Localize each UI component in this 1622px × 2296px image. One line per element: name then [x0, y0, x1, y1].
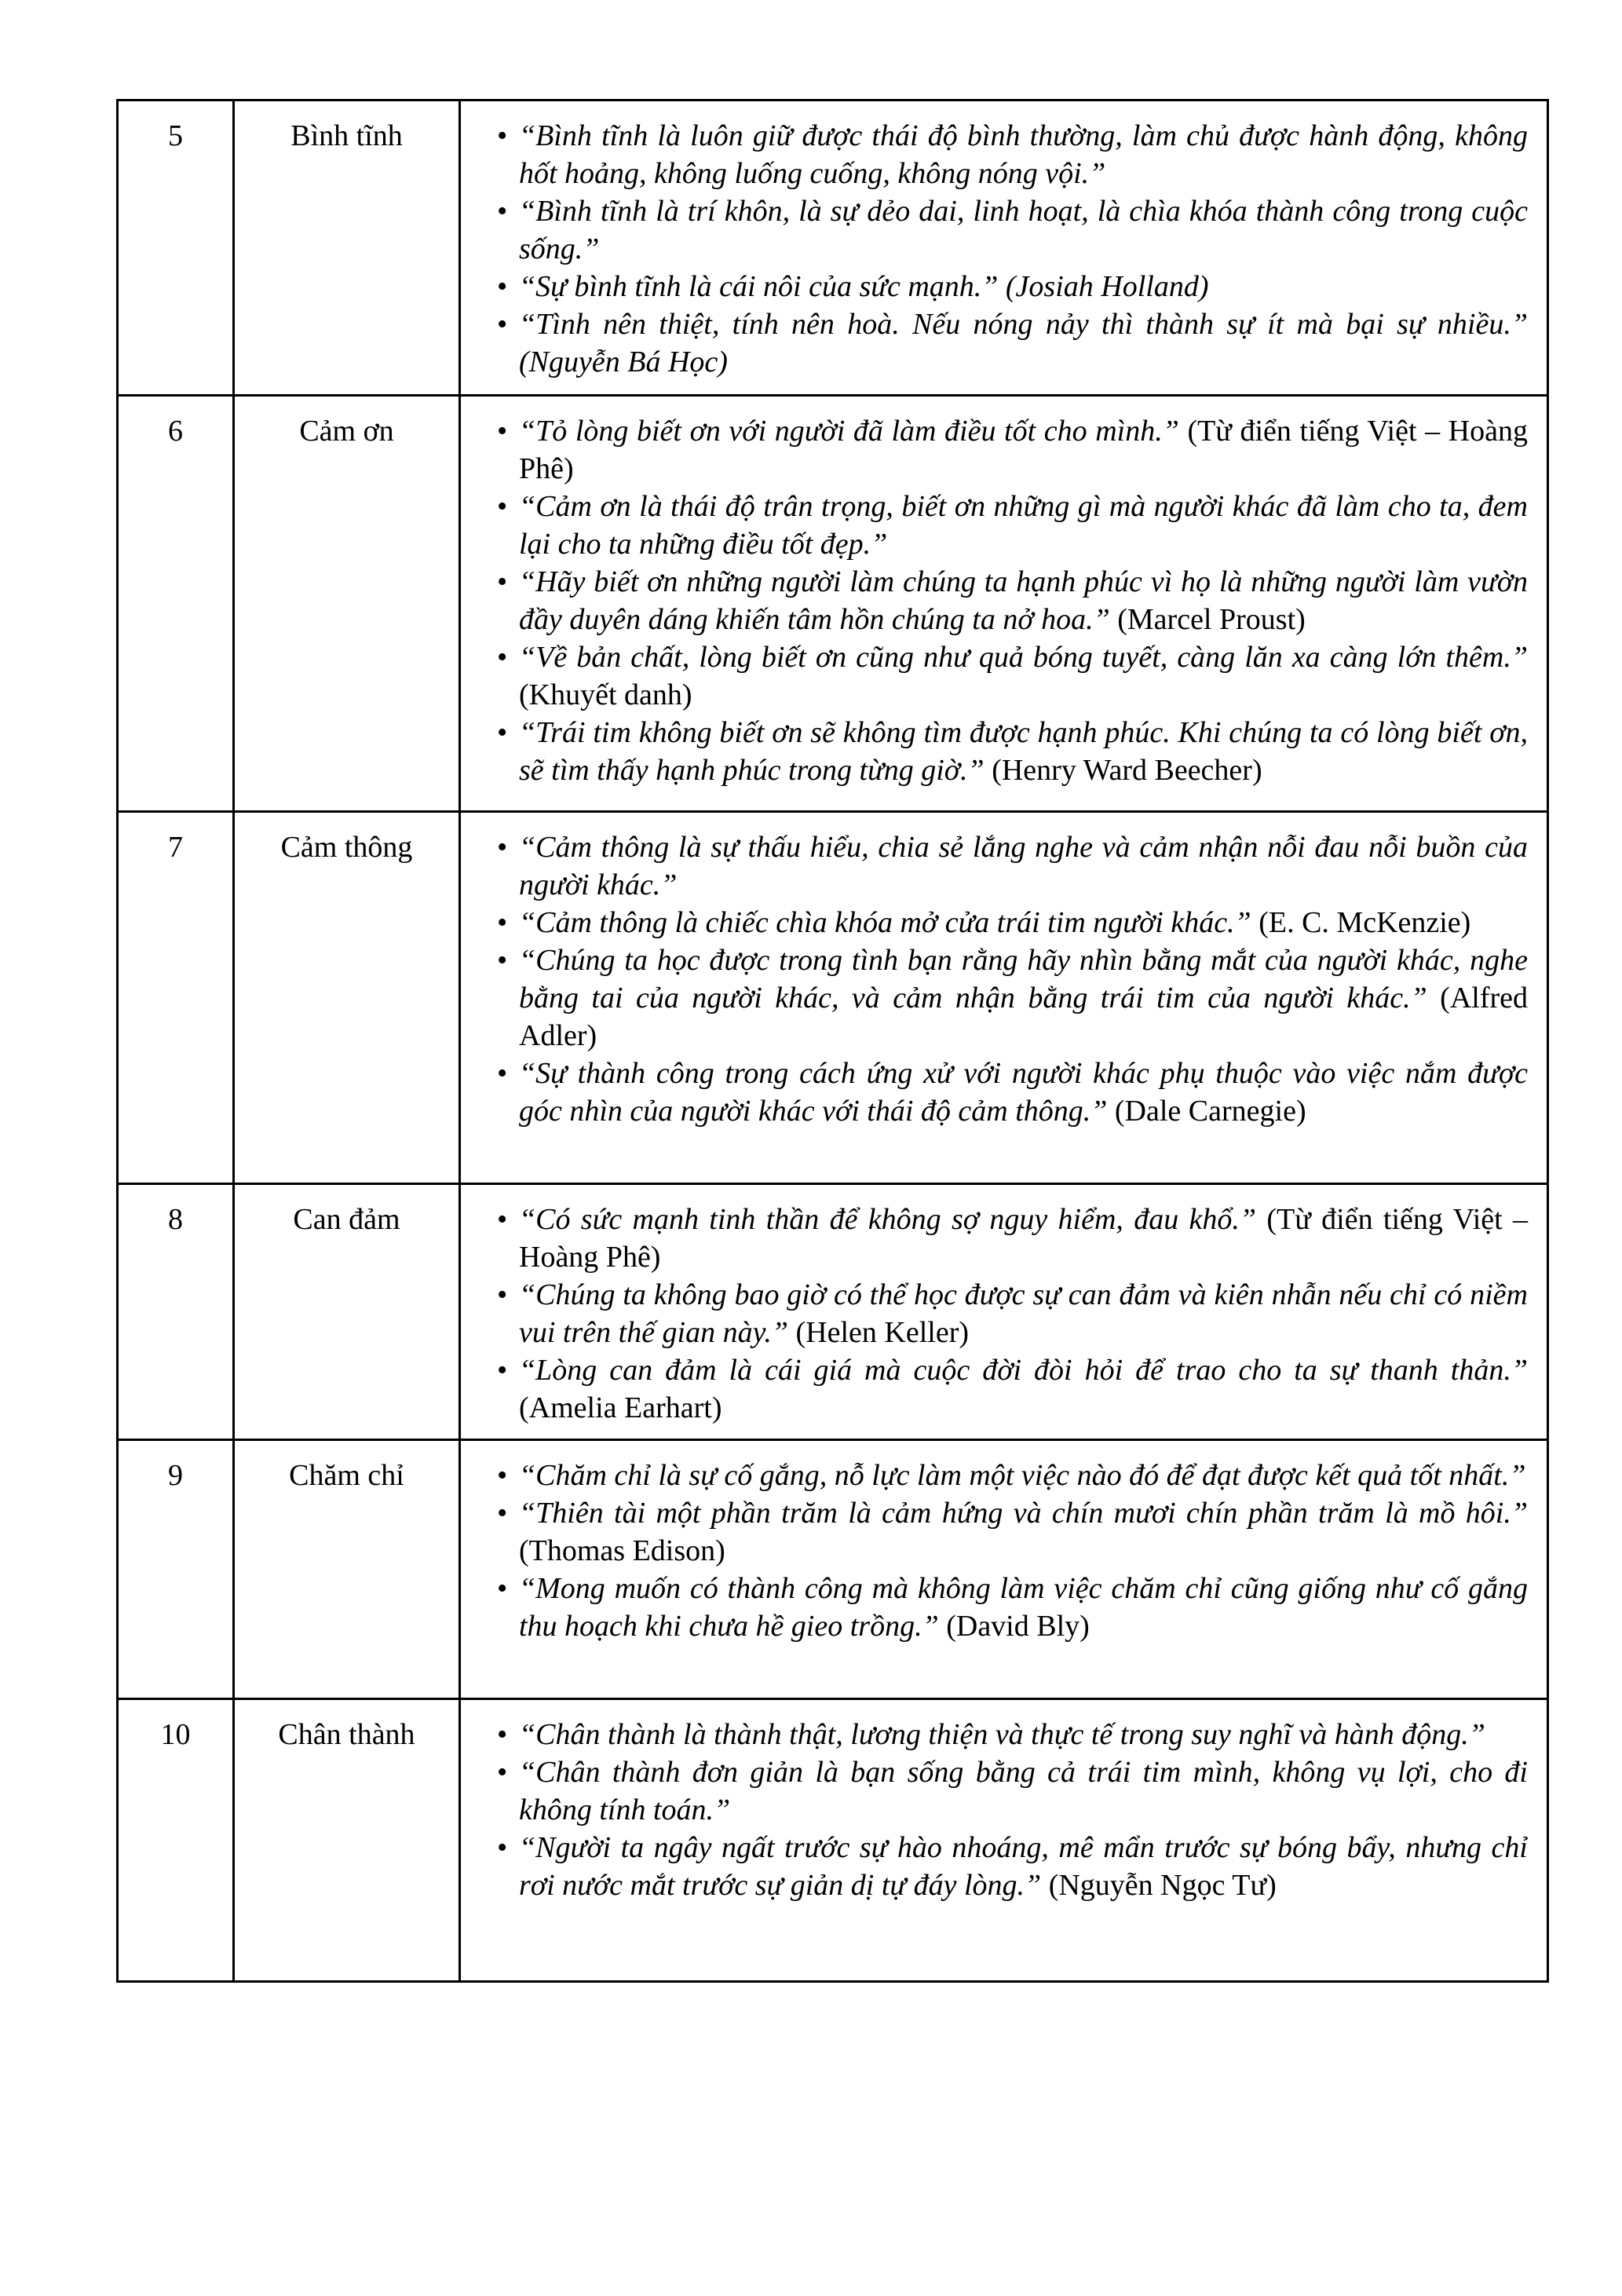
list-item — [497, 714, 1528, 789]
table-row — [118, 1184, 1548, 1440]
bullet-icon: • — [497, 906, 508, 939]
list-item — [497, 1457, 1528, 1494]
quote-list — [497, 412, 1528, 789]
bullet-icon: • — [497, 1203, 508, 1236]
quote-author: (E. C. McKenzie) — [1259, 906, 1471, 939]
list-item — [497, 412, 1528, 488]
quote-author: (Từ điển tiếng Việt – Hoàng Phê) — [519, 1203, 1529, 1274]
row-number: 10 — [118, 1699, 234, 1982]
quotes-cell — [460, 1699, 1548, 1982]
list-item — [497, 1201, 1528, 1276]
bullet-icon: • — [497, 1278, 508, 1311]
table-body — [118, 101, 1548, 1982]
quote-text: “Thiên tài một phần trăm là cảm hứng và chín mươi chín phần trăm là mồ hôi.” — [519, 1497, 1528, 1530]
quote-text: “Sự bình tĩnh là cái nôi của sức mạnh.” (Josiah Holland) — [519, 270, 1209, 303]
list-item — [497, 638, 1528, 714]
list-item — [497, 1494, 1528, 1570]
quote-author: (David Bly) — [946, 1610, 1090, 1643]
virtues-quotes-table — [116, 99, 1549, 1983]
bullet-icon: • — [497, 641, 508, 674]
virtue-name: Bình tĩnh — [234, 101, 460, 396]
bullet-icon: • — [497, 490, 508, 523]
quote-text: “Chúng ta học được trong tình bạn rằng hãy nhìn bằng mắt của người khác, nghe bằng tai của người khác, và cảm nhận bằng trái tim của người khác.” — [519, 944, 1528, 1015]
quote-list — [497, 117, 1528, 381]
list-item — [497, 1276, 1528, 1351]
list-item — [497, 1055, 1528, 1130]
row-number: 9 — [118, 1440, 234, 1699]
quote-text: “Bình tĩnh là trí khôn, là sự dẻo dai, linh hoạt, là chìa khóa thành công trong cuộc sống.” — [519, 195, 1528, 265]
quote-list — [497, 828, 1528, 1130]
quote-text: “Người ta ngây ngất trước sự hào nhoáng, mê mẩn trước sự bóng bẩy, nhưng chỉ rơi nước mắt trước sự giản dị tự đáy lòng.” — [519, 1831, 1528, 1902]
quote-text: “Chúng ta không bao giờ có thể học được sự can đảm và kiên nhẫn nếu chỉ có niềm vui trên thế gian này.” — [519, 1278, 1528, 1349]
list-item — [497, 305, 1528, 381]
quote-author: (Marcel Proust) — [1117, 603, 1306, 636]
bullet-icon: • — [497, 1057, 508, 1090]
quote-author: (Dale Carnegie) — [1114, 1095, 1306, 1128]
virtue-name: Cảm ơn — [234, 396, 460, 812]
quote-text: “Cảm ơn là thái độ trân trọng, biết ơn những gì mà người khác đã làm cho ta, đem lại cho ta những điều tốt đẹp.” — [519, 490, 1528, 561]
quote-text: “Tỏ lòng biết ơn với người đã làm điều tốt cho mình.” — [519, 415, 1179, 448]
list-item — [497, 1716, 1528, 1753]
quote-text: “Bình tĩnh là luôn giữ được thái độ bình thường, làm chủ được hành động, không hốt hoảng, không luống cuống, không nóng vội.” — [519, 119, 1528, 190]
quote-list — [497, 1201, 1528, 1427]
virtue-name: Chăm chỉ — [234, 1440, 460, 1699]
bullet-icon: • — [497, 944, 508, 977]
list-item — [497, 828, 1528, 904]
quote-text: “Lòng can đảm là cái giá mà cuộc đời đòi hỏi để trao cho ta sự thanh thản.” — [519, 1354, 1528, 1387]
quote-author: (Nguyễn Ngọc Tư) — [1048, 1869, 1277, 1902]
quote-list — [497, 1457, 1528, 1645]
quote-author: (Alfred Adler) — [519, 982, 1529, 1052]
bullet-icon: • — [497, 195, 508, 228]
quote-text: “Về bản chất, lòng biết ơn cũng như quả bóng tuyết, càng lăn xa càng lớn thêm.” — [519, 641, 1528, 674]
quote-text: “Có sức mạnh tinh thần để không sợ nguy hiểm, đau khổ.” — [519, 1203, 1257, 1236]
bullet-icon: • — [497, 415, 508, 448]
quote-text: “Cảm thông là sự thấu hiểu, chia sẻ lắng nghe và cảm nhận nỗi đau nỗi buồn của người khác.” — [519, 831, 1528, 901]
quote-author: (Khuyết danh) — [519, 678, 692, 711]
quote-text: “Sự thành công trong cách ứng xử với người khác phụ thuộc vào việc nắm được góc nhìn của người khác với thái độ cảm thông.” — [519, 1057, 1528, 1128]
bullet-icon: • — [497, 565, 508, 598]
bullet-icon: • — [497, 1756, 508, 1789]
virtue-name: Chân thành — [234, 1699, 460, 1982]
list-item — [497, 1753, 1528, 1829]
quote-author: (Helen Keller) — [795, 1316, 970, 1349]
quote-author: (Từ điển tiếng Việt – Hoàng Phê) — [519, 415, 1528, 485]
row-number: 7 — [118, 812, 234, 1184]
list-item — [497, 1351, 1528, 1427]
list-item — [497, 268, 1528, 305]
quote-author: (Thomas Edison) — [519, 1534, 725, 1567]
list-item — [497, 1570, 1528, 1645]
bullet-icon: • — [497, 270, 508, 303]
quote-text: “Trái tim không biết ơn sẽ không tìm được hạnh phúc. Khi chúng ta có lòng biết ơn, sẽ tìm thấy hạnh phúc trong từng giờ.” — [519, 716, 1528, 787]
virtue-name: Can đảm — [234, 1184, 460, 1440]
quote-text: “Mong muốn có thành công mà không làm việc chăm chỉ cũng giống như cố gắng thu hoạch khi chưa hề gieo trồng.” — [519, 1572, 1528, 1643]
quote-list — [497, 1716, 1528, 1904]
list-item — [497, 904, 1528, 941]
bullet-icon: • — [497, 1572, 508, 1605]
bullet-icon: • — [497, 831, 508, 864]
bullet-icon: • — [497, 1497, 508, 1530]
table-row — [118, 101, 1548, 396]
table-row — [118, 1699, 1548, 1982]
quotes-cell — [460, 1184, 1548, 1440]
list-item — [497, 1829, 1528, 1904]
row-number: 8 — [118, 1184, 234, 1440]
quote-author: (Henry Ward Beecher) — [992, 754, 1262, 787]
row-number: 5 — [118, 101, 234, 396]
list-item — [497, 941, 1528, 1055]
bullet-icon: • — [497, 1831, 508, 1864]
bullet-icon: • — [497, 1459, 508, 1492]
row-number: 6 — [118, 396, 234, 812]
quote-author: (Amelia Earhart) — [519, 1391, 722, 1424]
quote-text: “Chăm chỉ là sự cố gắng, nỗ lực làm một việc nào đó để đạt được kết quả tốt nhất.” — [519, 1459, 1526, 1492]
list-item — [497, 192, 1528, 268]
list-item — [497, 563, 1528, 638]
quote-text: “Chân thành là thành thật, lương thiện và thực tế trong suy nghĩ và hành động.” — [519, 1718, 1485, 1751]
bullet-icon: • — [497, 716, 508, 749]
table-row — [118, 396, 1548, 812]
quotes-cell — [460, 101, 1548, 396]
quote-text: “Chân thành đơn giản là bạn sống bằng cả trái tim mình, không vụ lợi, cho đi không tính toán.” — [519, 1756, 1528, 1826]
quotes-cell — [460, 1440, 1548, 1699]
table-row — [118, 812, 1548, 1184]
bullet-icon: • — [497, 308, 508, 341]
quote-text: “Cảm thông là chiếc chìa khóa mở cửa trái tim người khác.” — [519, 906, 1251, 939]
virtue-name: Cảm thông — [234, 812, 460, 1184]
quotes-cell — [460, 812, 1548, 1184]
quotes-cell — [460, 396, 1548, 812]
list-item — [497, 117, 1528, 192]
list-item — [497, 488, 1528, 563]
bullet-icon: • — [497, 1718, 508, 1751]
bullet-icon: • — [497, 119, 508, 152]
quote-text: “Tình nên thiệt, tính nên hoà. Nếu nóng nảy thì thành sự ít mà bại sự nhiều.” (Nguyễn Bá Học) — [519, 308, 1528, 378]
table-row — [118, 1440, 1548, 1699]
bullet-icon: • — [497, 1354, 508, 1387]
quote-text: “Hãy biết ơn những người làm chúng ta hạnh phúc vì họ là những người làm vườn đầy duyên dáng khiến tâm hồn chúng ta nở hoa.” — [519, 565, 1528, 636]
